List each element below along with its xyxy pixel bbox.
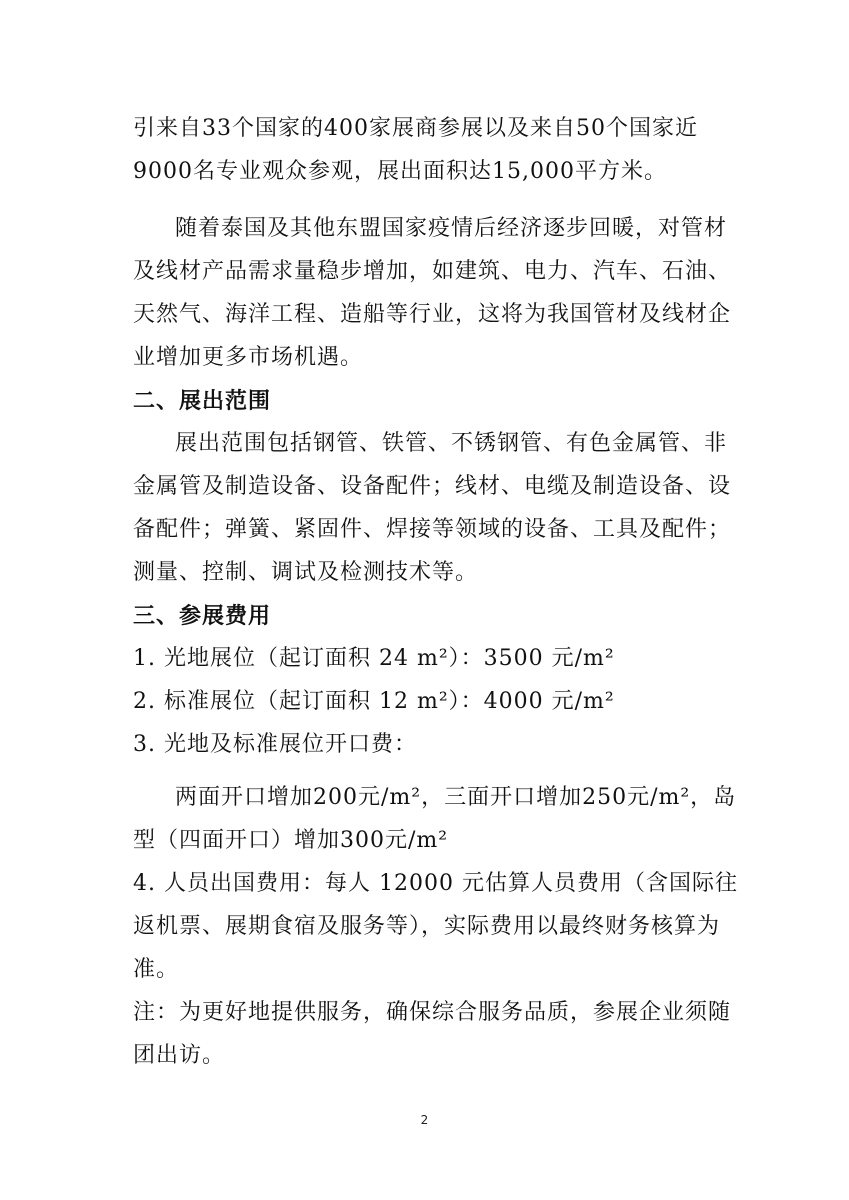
paragraph-line: 及线材产品需求量稳步增加，如建筑、电力、汽车、石油、: [133, 259, 732, 284]
paragraph-line: 准。: [133, 957, 180, 982]
paragraph-line: 型（四面开口）增加300元/m²: [133, 828, 449, 853]
paragraph-line: 展出范围包括钢管、铁管、不锈钢管、有色金属管、非: [175, 431, 728, 456]
paragraph-line: 备配件；弹簧、紧固件、焊接等领域的设备、工具及配件；: [133, 517, 732, 542]
paragraph-line: 引来自33个国家的400家展商参展以及来自50个国家近: [133, 116, 698, 141]
paragraph-line: 金属管及制造设备、设备配件；线材、电缆及制造设备、设: [133, 474, 732, 499]
paragraph-line: 9000名专业观众参观，展出面积达15,000平方米。: [133, 159, 667, 184]
section-heading-exhibit-scope: 二、展出范围: [133, 388, 272, 414]
paragraph-line: 测量、控制、调试及检测技术等。: [133, 560, 479, 585]
section-heading-fees: 三、参展费用: [133, 603, 272, 629]
paragraph-line: 业增加更多市场机遇。: [133, 345, 364, 370]
note-line: 注：为更好地提供服务，确保综合服务品质，参展企业须随: [133, 1000, 732, 1025]
fee-item-raw-space: 1. 光地展位（起订面积 24 m²）：3500 元/m²: [133, 646, 615, 671]
paragraph-line: 返机票、展期食宿及服务等），实际费用以最终财务核算为: [133, 914, 721, 939]
page-number: 2: [420, 1113, 429, 1127]
fee-item-personnel: 4. 人员出国费用：每人 12000 元估算人员费用（含国际往: [133, 871, 738, 896]
paragraph-line: 天然气、海洋工程、造船等行业，这将为我国管材及线材企: [133, 302, 732, 327]
paragraph-line: 随着泰国及其他东盟国家疫情后经济逐步回暖，对管材: [175, 216, 728, 241]
fee-item-opening-fee: 3. 光地及标准展位开口费：: [133, 732, 417, 757]
paragraph-line: 两面开口增加200元/m²，三面开口增加250元/m²，岛: [175, 785, 737, 810]
fee-item-standard-booth: 2. 标准展位（起订面积 12 m²）：4000 元/m²: [133, 689, 615, 714]
note-line: 团出访。: [133, 1043, 226, 1068]
